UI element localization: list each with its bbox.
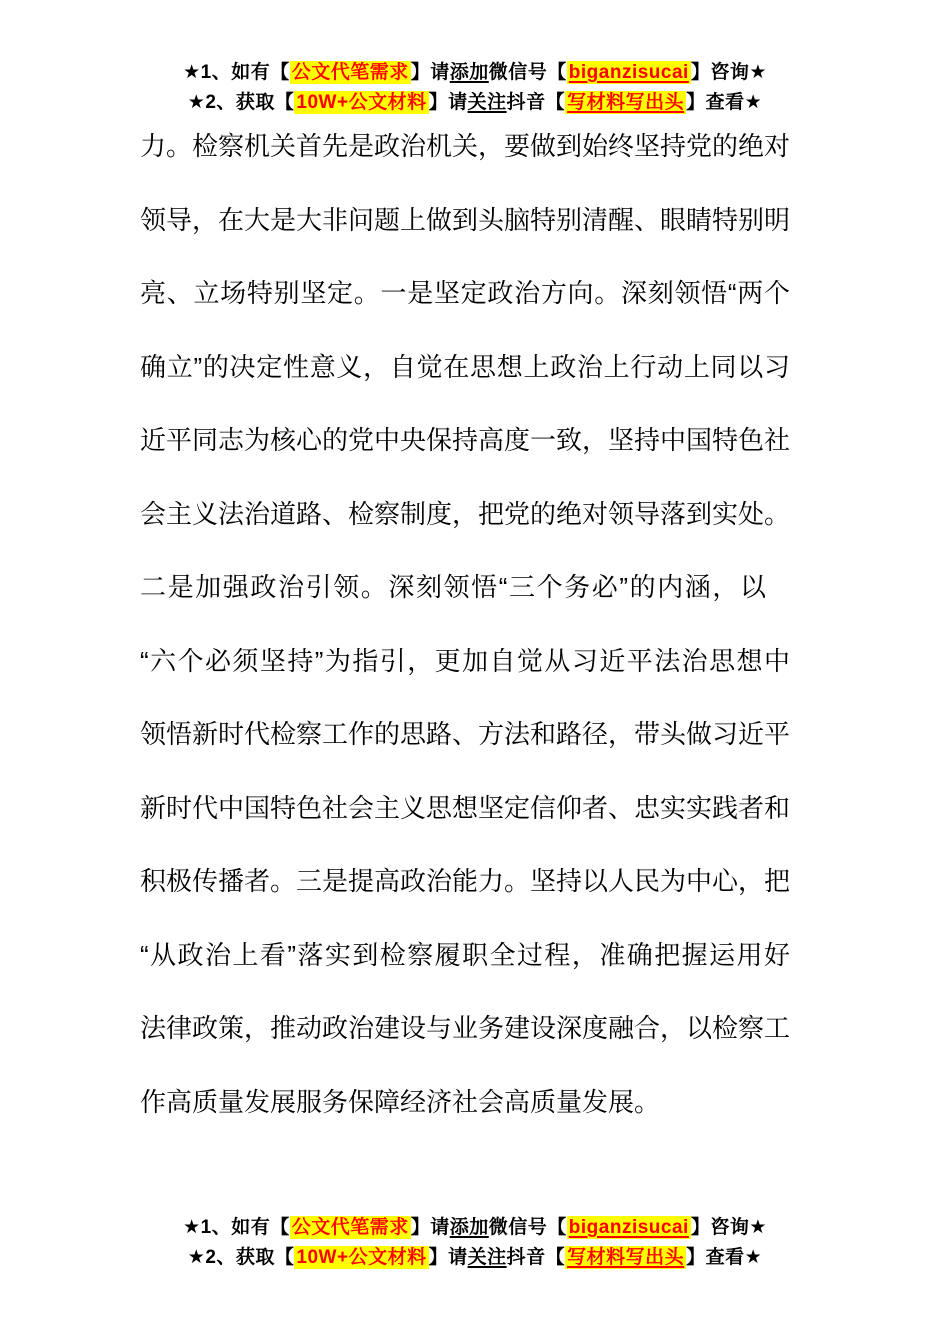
- promo-text: ★2、获取【: [187, 92, 295, 113]
- promo-banner-footer: [0, 1213, 950, 1273]
- promo-highlight: 公文代笔需求: [291, 62, 409, 83]
- body-line: 确立”的决定性意义，自觉在思想上政治上行动上同以习: [140, 351, 790, 382]
- promo-text: ★1、如有【: [183, 1217, 290, 1238]
- promo-underlined-text: 添加: [449, 62, 489, 83]
- promo-text: ★1、如有【: [183, 62, 290, 83]
- promo-wechat-id: biganzisucai: [568, 62, 689, 83]
- promo-text: ★2、获取【: [187, 1247, 295, 1268]
- promo-underlined-text: 关注: [467, 92, 507, 113]
- promo-text: 】请: [410, 1217, 450, 1238]
- promo-text: 】请: [428, 92, 468, 113]
- promo-douyin-id: 写材料写出头: [567, 92, 685, 113]
- body-line: “从政治上看”落实到检察履职全过程，准确把握运用好: [140, 939, 790, 970]
- promo-text: 】查看★: [686, 92, 763, 113]
- promo-banner-header: [0, 0, 950, 118]
- promo-header-line-1: [0, 58, 950, 88]
- body-line: “六个必须坚持”为指引，更加自觉从习近平法治思想中: [140, 645, 790, 676]
- promo-underlined-text: 添加: [449, 1217, 489, 1238]
- promo-highlight: 10W+公文材料: [296, 92, 427, 113]
- promo-highlight: 公文代笔需求: [291, 1217, 409, 1238]
- body-line: 力。检察机关首先是政治机关，要做到始终坚持党的绝对: [140, 131, 791, 161]
- promo-text: 】咨询★: [690, 1217, 767, 1238]
- promo-underlined-text: 关注: [467, 1247, 507, 1268]
- promo-text: 微信号【: [488, 1217, 567, 1238]
- promo-highlight: 10W+公文材料: [296, 1247, 427, 1268]
- promo-footer-line-1: [0, 1213, 950, 1243]
- body-line: 亮、立场特别坚定。一是坚定政治方向。深刻领悟“两个: [140, 278, 790, 308]
- body-line: 积极传播者。三是提高政治能力。坚持以人民为中心，把: [140, 866, 791, 896]
- body-line: 新时代中国特色社会主义思想坚定信仰者、忠实实践者和: [140, 792, 791, 823]
- promo-footer-line-2: [0, 1243, 950, 1273]
- promo-text: 微信号【: [488, 62, 567, 83]
- promo-text: 】请: [410, 62, 450, 83]
- body-line: 近平同志为核心的党中央保持高度一致，坚持中国特色社: [140, 425, 791, 455]
- promo-douyin-id: 写材料写出头: [567, 1247, 685, 1268]
- promo-text: 抖音【: [506, 1247, 566, 1268]
- promo-wechat-id: biganzisucai: [568, 1217, 689, 1238]
- promo-text: 】查看★: [686, 1247, 763, 1268]
- body-line: 领悟新时代检察工作的思路、方法和路径，带头做习近平: [140, 719, 791, 749]
- body-line: 会主义法治道路、检察制度，把党的绝对领导落到实处。: [140, 498, 791, 529]
- body-line: 二是加强政治引领。深刻领悟“三个务必”的内涵，以: [140, 572, 766, 602]
- promo-text: 抖音【: [506, 92, 566, 113]
- body-line: 法律政策，推动政治建设与业务建设深度融合，以检察工: [140, 1013, 791, 1043]
- body-line: 领导，在大是大非问题上做到头脑特别清醒、眼睛特别明: [140, 204, 791, 235]
- promo-text: 】咨询★: [690, 62, 767, 83]
- document-body: [140, 110, 790, 1139]
- body-line: 作高质量发展服务保障经济社会高质量发展。: [140, 1086, 661, 1117]
- promo-text: 】请: [428, 1247, 468, 1268]
